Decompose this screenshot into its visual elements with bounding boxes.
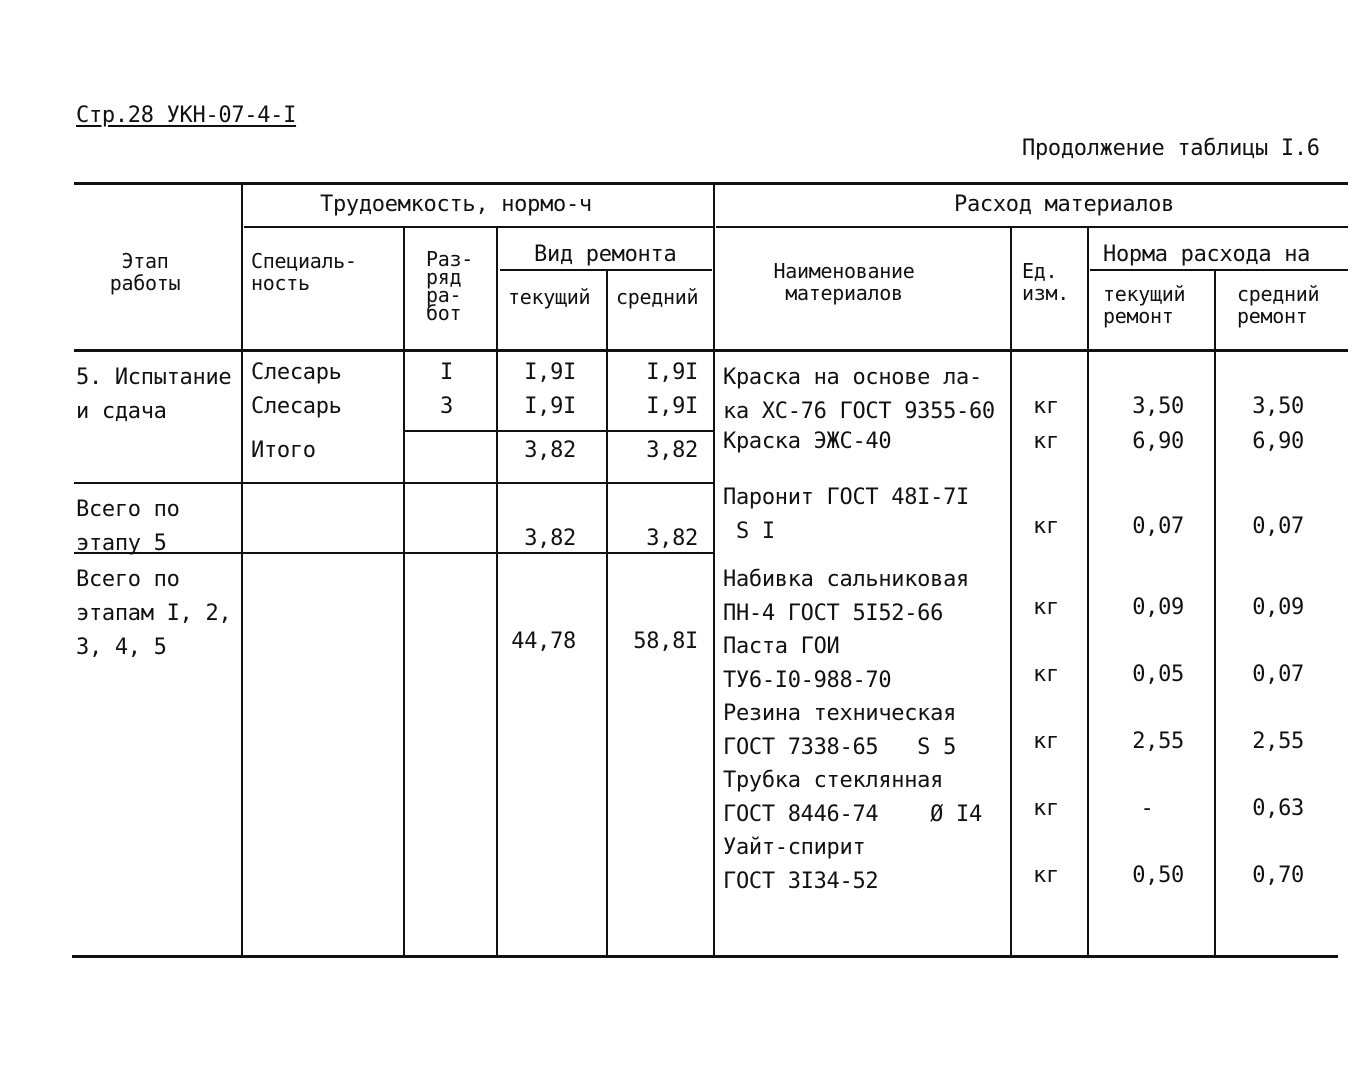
unit-cell: кг [1033,429,1059,454]
unit-header: Ед. изм. [1022,259,1069,305]
col-divider-specialty [403,227,405,958]
medium-cell: I,9I [646,394,698,419]
medium-norm-cell: 3,50 [1252,394,1304,419]
materials-header: Расход материалов [954,192,1175,217]
col-divider-grade [496,227,498,958]
medium-cell: 3,82 [646,438,698,463]
table-continuation-title: Продолжение таблицы I.6 [1022,136,1320,161]
total-row-divider [404,430,714,432]
unit-cell: кг [1033,394,1059,419]
medium-cell: 58,8I [633,629,698,654]
current-norm-cell: 3,50 [1132,394,1184,419]
current-cell: 3,82 [524,438,576,463]
material-name-cell: Краска ЭЖС-40 [723,429,892,454]
current-norm-cell: 0,05 [1132,662,1184,687]
labor-header-divider [244,226,714,228]
medium-norm-cell: 0,70 [1252,863,1304,888]
material-name-cell: Набивка сальниковая ПН-4 ГОСТ 5I52-66 [723,567,969,626]
labor-header: Трудоемкость, нормо-ч [320,192,592,217]
material-name-cell: Уайт-спирит ГОСТ 3I34-52 [723,835,879,894]
stage-cell: 5. Испытание и сдача [76,365,232,424]
specialty-cell: Слесарь [251,394,342,419]
grade-cell: 3 [440,394,453,419]
col-divider-stage [241,182,243,958]
current-repair-header: текущий ремонт [1103,282,1186,328]
current-cell: 44,78 [511,629,576,654]
medium-norm-cell: 0,07 [1252,662,1304,687]
medium-cell: 3,82 [646,526,698,551]
current-cell: 3,82 [524,526,576,551]
current-norm-cell: - [1140,796,1154,821]
table-bottom-border [72,955,1338,958]
header-bottom-border [74,349,1348,352]
grade-cell: I [440,360,453,385]
medium-repair-header: средний ремонт [1237,282,1320,328]
current-cell: I,9I [524,394,576,419]
stage-cell: Всего по этапам I, 2, 3, 4, 5 [76,567,232,660]
medium-norm-cell: 0,63 [1252,796,1304,821]
unit-cell: кг [1033,729,1059,754]
material-name-cell: Трубка стеклянная ГОСТ 8446-74 Ø I4 [723,768,982,827]
current-norm-cell: 2,55 [1132,729,1184,754]
unit-cell: кг [1033,796,1059,821]
material-name-header: Наименование материалов [773,259,915,305]
table-top-border [74,182,1348,185]
unit-cell: кг [1033,595,1059,620]
current-norm-cell: 0,09 [1132,595,1184,620]
unit-cell: кг [1033,514,1059,539]
materials-header-divider [716,226,1348,228]
current-norm-cell: 0,07 [1132,514,1184,539]
stage-header: Этап работы [109,249,181,295]
current-norm-cell: 6,90 [1132,429,1184,454]
current-header: текущий [508,285,591,309]
col-divider-unit [1087,227,1089,958]
medium-norm-cell: 6,90 [1252,429,1304,454]
col-divider-current [606,270,608,958]
specialty-cell: Итого [251,438,316,463]
medium-norm-cell: 0,09 [1252,595,1304,620]
unit-cell: кг [1033,662,1059,687]
col-divider-labor-materials [713,182,715,958]
medium-cell: I,9I [646,360,698,385]
unit-cell: кг [1033,863,1059,888]
stage-cell: Всего по этапу 5 [76,497,180,556]
medium-norm-cell: 2,55 [1252,729,1304,754]
specialty-cell: Слесарь [251,360,342,385]
medium-header: средний [616,285,699,309]
grade-header: Раз- ряд ра- бот [426,247,473,325]
norm-header-divider [1090,269,1348,271]
col-divider-norm [1214,270,1216,958]
specialty-header: Специаль- ность [251,249,357,295]
medium-norm-cell: 0,07 [1252,514,1304,539]
current-cell: I,9I [524,360,576,385]
page-reference: Стр.28 УКН-07-4-I [76,103,297,128]
current-norm-cell: 0,50 [1132,863,1184,888]
repair-type-header: Вид ремонта [534,242,677,267]
material-name-cell: Паста ГОИ ТУ6-I0-988-70 [723,634,892,693]
stage5-divider [74,482,714,484]
norm-header: Норма расхода на [1103,242,1311,267]
material-name-cell: Краска на основе ла- ка ХС-76 ГОСТ 9355-60 [723,365,995,424]
col-divider-material-name [1010,227,1012,958]
material-name-cell: Резина техническая ГОСТ 7338-65 S 5 [723,701,957,760]
material-name-cell: Паронит ГОСТ 48I-7I S I [723,485,969,544]
